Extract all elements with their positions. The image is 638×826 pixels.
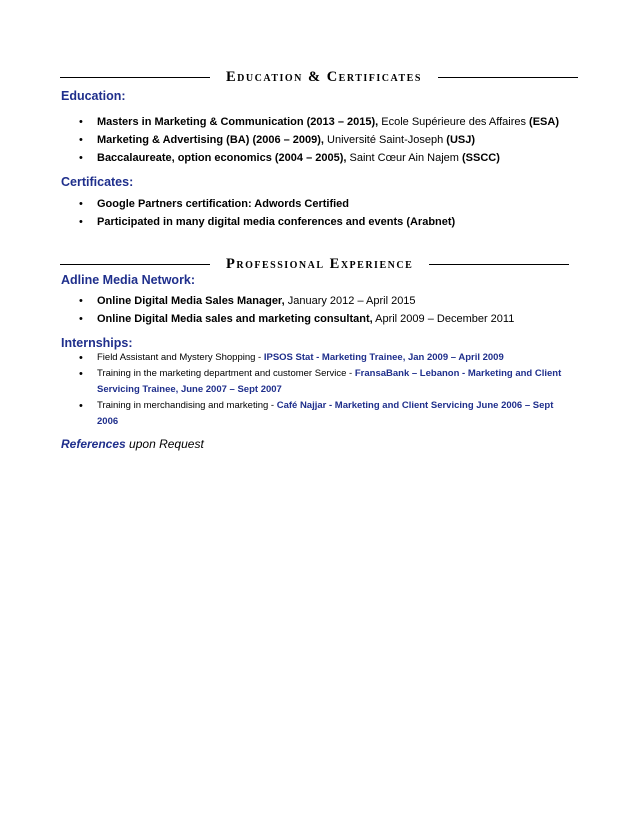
certificates-heading: Certificates: [61, 175, 134, 189]
bullet-icon: • [79, 216, 83, 228]
certificate-item: • Participated in many digital media conferences and events (Arabnet) [79, 213, 455, 231]
references-line [61, 437, 204, 451]
education-item: • Masters in Marketing & Communication (2013 – 2015), Ecole Supérieure des Affaires (ESA) [79, 113, 559, 131]
internship-item: • Training in merchandising and marketing - Café Najjar - Marketing and Client Servicing June 2006 – Sept 2006 [79, 400, 554, 427]
education-list [79, 113, 559, 167]
roles-list [79, 292, 514, 328]
bullet-icon: • [79, 116, 83, 128]
internship-item: • Field Assistant and Mystery Shopping - IPSOS Stat - Marketing Trainee, Jan 2009 – April 2009 [79, 352, 504, 364]
bullet-icon: • [79, 313, 83, 325]
internships-heading: Internships: [61, 336, 133, 350]
certificate-item: • Google Partners certification: Adwords Certified [79, 195, 455, 213]
references-text: upon Request [125, 437, 204, 451]
education-item: • Baccalaureate, option economics (2004 – 2005), Saint Cœur Ain Najem (SSCC) [79, 149, 559, 167]
bullet-icon: • [79, 152, 83, 164]
certificates-list [79, 195, 455, 231]
bullet-icon: • [79, 400, 83, 412]
education-section-header [60, 67, 590, 87]
divider-left [60, 264, 210, 265]
divider-right [429, 264, 569, 265]
section-title-education: Education & Certificates [226, 68, 422, 85]
role-item: • Online Digital Media Sales Manager, January 2012 – April 2015 [79, 292, 514, 310]
bullet-icon: • [79, 352, 83, 364]
divider-right [438, 77, 578, 78]
internship-item: • Training in the marketing department and customer Service - FransaBank – Lebanon - Marketing and Client Servicing Trainee, June 2007 – Sept 2007 [79, 368, 562, 395]
bullet-icon: • [79, 134, 83, 146]
internships-list [79, 350, 569, 430]
section-title-experience: Professional Experience [226, 255, 414, 272]
role-item: • Online Digital Media sales and marketing consultant, April 2009 – December 2011 [79, 310, 514, 328]
bullet-icon: • [79, 295, 83, 307]
education-heading: Education: [61, 89, 126, 103]
education-item: • Marketing & Advertising (BA) (2006 – 2009), Université Saint-Joseph (USJ) [79, 131, 559, 149]
company-heading: Adline Media Network: [61, 273, 196, 287]
divider-left [60, 77, 210, 78]
references-label: References [61, 437, 126, 451]
bullet-icon: • [79, 368, 83, 380]
experience-section-header [60, 254, 590, 274]
bullet-icon: • [79, 198, 83, 210]
